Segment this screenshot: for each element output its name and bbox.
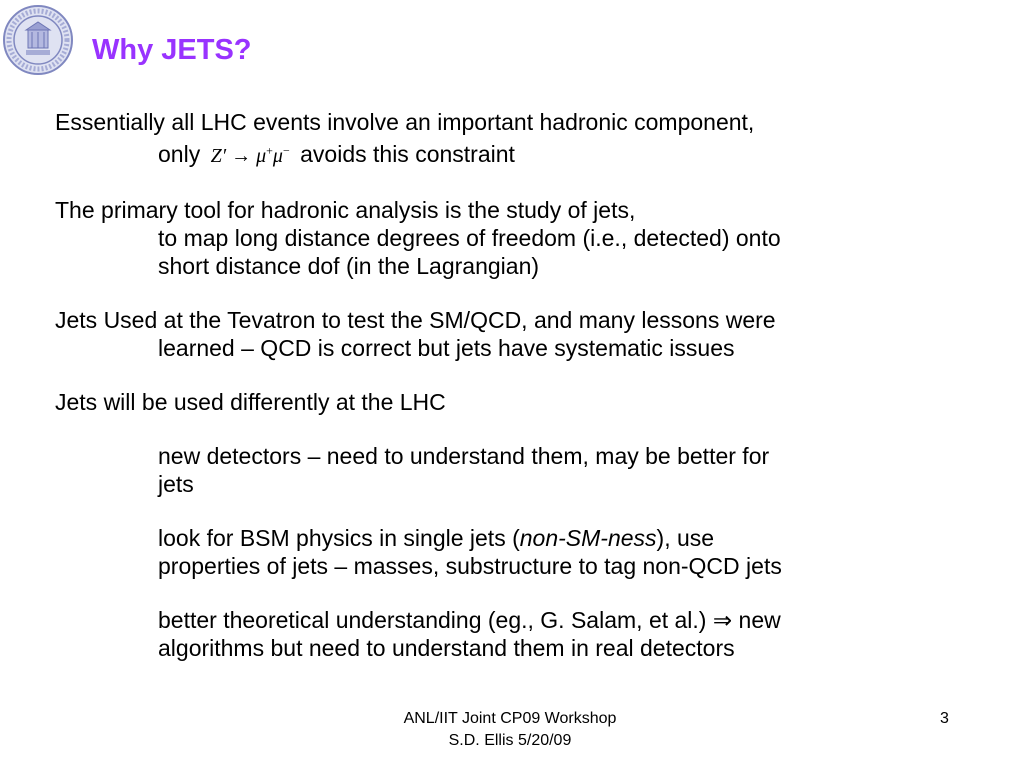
text-line: Jets Used at the Tevatron to test the SM/QCD, and many lessons were: [55, 306, 776, 333]
text-line: algorithms but need to understand them in real detectors: [158, 634, 735, 661]
text-line: to map long distance degrees of freedom (i.e., detected) onto: [158, 224, 781, 251]
text-line: jets: [158, 470, 194, 497]
university-seal-logo: [2, 4, 74, 76]
page-number: 3: [940, 710, 949, 727]
paragraph-lhc-events: [55, 108, 995, 170]
text-only: only: [158, 140, 201, 167]
text-after: avoids this constraint: [300, 140, 515, 167]
slide-title: Why JETS?: [92, 34, 252, 66]
text-segment: ), use: [656, 524, 715, 551]
math-zprime: Z′: [210, 144, 227, 167]
slide-body: [55, 108, 995, 662]
footer-workshop: ANL/IIT Joint CP09 Workshop: [403, 710, 617, 727]
text-line: [55, 141, 515, 167]
math-arrow: →: [231, 144, 252, 167]
text-line: short distance dof (in the Lagrangian): [158, 252, 540, 279]
paragraph-theory: [55, 606, 995, 662]
implies-symbol: ⇒: [712, 606, 733, 633]
math-mu: μ: [256, 144, 267, 167]
paragraph-new-detectors: [55, 442, 995, 498]
text-segment: better theoretical understanding (eg., G. Salam, et al.): [158, 606, 707, 633]
paragraph-tevatron: [55, 306, 995, 362]
text-segment: new: [738, 606, 781, 633]
math-minus: −: [282, 143, 290, 157]
text-line: Jets will be used differently at the LHC: [55, 388, 446, 415]
footer-author-date: S.D. Ellis 5/20/09: [448, 732, 572, 749]
slide-footer: [340, 708, 680, 752]
italic-term: non-SM-ness: [519, 524, 657, 551]
math-plus: +: [266, 143, 273, 157]
text-line: learned – QCD is correct but jets have systematic issues: [158, 334, 735, 361]
math-mu: μ: [272, 144, 283, 167]
text-line: new detectors – need to understand them, may be better for: [158, 442, 770, 469]
text-segment: look for BSM physics in single jets (: [158, 524, 520, 551]
text-line: Essentially all LHC events involve an important hadronic component,: [55, 109, 755, 135]
text-line: The primary tool for hadronic analysis is the study of jets,: [55, 196, 636, 223]
text-line: properties of jets – masses, substructure to tag non-QCD jets: [158, 552, 782, 579]
paragraph-lhc-differently: [55, 388, 995, 416]
paragraph-primary-tool: [55, 196, 995, 280]
paragraph-bsm-physics: [55, 524, 995, 580]
zprime-dimuon-formula: [211, 145, 290, 167]
